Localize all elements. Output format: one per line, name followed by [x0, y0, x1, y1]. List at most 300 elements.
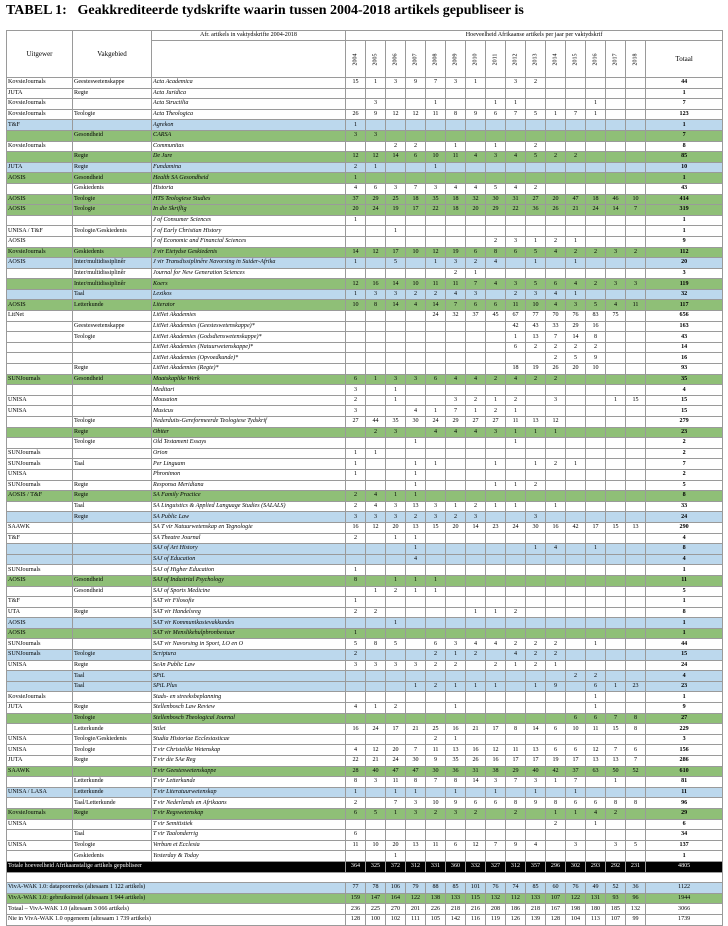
cell-tydskrif: T vir Regswetenskap	[152, 808, 346, 819]
cell-year-count	[366, 830, 386, 841]
footer-year-count: 218	[526, 904, 546, 915]
cell-year-count: 4	[526, 840, 546, 851]
cell-year-count: 23	[626, 681, 646, 692]
cell-year-count	[346, 544, 366, 555]
cell-year-count	[566, 597, 586, 608]
cell-year-count: 3	[366, 99, 386, 110]
cell-year-count: 37	[566, 766, 586, 777]
cell-year-count	[406, 88, 426, 99]
cell-year-count: 3	[386, 427, 406, 438]
cell-totaal: 656	[646, 311, 723, 322]
cell-year-count	[466, 120, 486, 131]
table-number: TABEL 1:	[6, 3, 67, 18]
table-row	[7, 152, 723, 163]
cell-vakgebied	[73, 544, 152, 555]
cell-year-count	[446, 364, 466, 375]
cell-year-count	[586, 395, 606, 406]
cell-year-count	[626, 332, 646, 343]
cell-tydskrif: LitNet Akademies (Natuurwetenskappe)*	[152, 342, 346, 353]
table-body	[7, 78, 723, 873]
cell-year-count: 1	[486, 99, 506, 110]
cell-vakgebied: Gesondheid	[73, 173, 152, 184]
cell-year-count	[506, 353, 526, 364]
cell-year-count	[406, 427, 426, 438]
cell-totaal: 23	[646, 427, 723, 438]
cell-year-count: 4	[546, 300, 566, 311]
cell-vakgebied: Teologie	[73, 194, 152, 205]
cell-year-count: 2	[526, 342, 546, 353]
cell-year-count: 3	[606, 247, 626, 258]
cell-year-count	[586, 777, 606, 788]
cell-year-count: 4	[506, 152, 526, 163]
cell-year-count	[426, 120, 446, 131]
cell-year-count	[546, 268, 566, 279]
cell-year-count: 22	[346, 756, 366, 767]
header-year-label: 2013	[532, 53, 538, 65]
cell-year-count	[566, 607, 586, 618]
cell-vakgebied: Letterkunde	[73, 724, 152, 735]
cell-year-count: 2	[346, 162, 366, 173]
cell-year-count: 19	[526, 364, 546, 375]
cell-year-count	[466, 565, 486, 576]
cell-year-count	[546, 787, 566, 798]
cell-year-count: 1	[546, 501, 566, 512]
cell-year-count	[386, 130, 406, 141]
cell-year-count	[626, 544, 646, 555]
cell-year-count	[526, 607, 546, 618]
cell-year-count	[406, 650, 426, 661]
cell-year-count: 1	[486, 681, 506, 692]
cell-year-count	[486, 703, 506, 714]
cell-tydskrif: Acta Academica	[152, 78, 346, 89]
cell-year-count: 2	[486, 660, 506, 671]
cell-year-count	[606, 342, 626, 353]
cell-year-count: 17	[566, 756, 586, 767]
cell-year-count	[566, 501, 586, 512]
cell-year-count: 11	[506, 300, 526, 311]
cell-year-count	[566, 162, 586, 173]
cell-year-count	[566, 650, 586, 661]
cell-totaal: 15	[646, 406, 723, 417]
cell-year-count	[466, 141, 486, 152]
cell-year-count: 1	[526, 787, 546, 798]
cell-uitgewer	[7, 289, 73, 300]
cell-year-count: 21	[566, 205, 586, 216]
cell-year-count	[586, 597, 606, 608]
cell-year-count: 5	[566, 353, 586, 364]
cell-tydskrif: Fundamina	[152, 162, 346, 173]
header-year	[486, 41, 506, 78]
cell-year-count: 2	[366, 427, 386, 438]
cell-year-count	[586, 162, 606, 173]
cell-uitgewer: AOSIS	[7, 300, 73, 311]
cell-year-count	[446, 713, 466, 724]
cell-year-count: 7	[406, 745, 426, 756]
cell-year-count	[446, 671, 466, 682]
cell-year-count: 4	[466, 183, 486, 194]
cell-year-count	[466, 162, 486, 173]
cell-vakgebied: Gesondheid	[73, 575, 152, 586]
cell-totaal: 24	[646, 512, 723, 523]
table-row	[7, 491, 723, 502]
cell-year-count	[486, 353, 506, 364]
cell-year-count: 14	[426, 300, 446, 311]
cell-year-count	[446, 692, 466, 703]
cell-year-count	[446, 438, 466, 449]
cell-year-count: 4	[406, 406, 426, 417]
table-row	[7, 501, 723, 512]
cell-year-count: 9	[546, 681, 566, 692]
cell-year-count	[426, 544, 446, 555]
cell-year-count: 3	[466, 512, 486, 523]
cell-year-count	[466, 173, 486, 184]
cell-tydskrif: SAT vir Navorsing in Sport, LO en O	[152, 639, 346, 650]
cell-year-count: 2	[546, 152, 566, 163]
cell-year-count: 1	[586, 109, 606, 120]
footer-year-count: 147	[366, 893, 386, 904]
cell-year-count	[506, 851, 526, 862]
cell-year-count	[466, 544, 486, 555]
table-row	[7, 109, 723, 120]
footer-year-count: 49	[586, 883, 606, 894]
cell-year-count	[366, 321, 386, 332]
cell-year-count	[586, 533, 606, 544]
cell-year-count	[586, 469, 606, 480]
table-row	[7, 247, 723, 258]
table-row	[7, 522, 723, 533]
cell-year-count: 12	[426, 247, 446, 258]
cell-uitgewer: AOSIS	[7, 194, 73, 205]
cell-year-count: 9	[466, 109, 486, 120]
cell-year-count: 16	[346, 522, 366, 533]
cell-year-count	[426, 353, 446, 364]
cell-year-count	[426, 469, 446, 480]
cell-year-count: 5	[586, 300, 606, 311]
cell-year-count	[386, 469, 406, 480]
cell-uitgewer: UNISA	[7, 745, 73, 756]
cell-vakgebied: Regte	[73, 607, 152, 618]
cell-vakgebied: Taal	[73, 671, 152, 682]
cell-year-count: 2	[586, 279, 606, 290]
cell-year-count: 20	[386, 745, 406, 756]
cell-year-count	[546, 438, 566, 449]
cell-year-count: 47	[406, 766, 426, 777]
cell-tydskrif: Communitas	[152, 141, 346, 152]
cell-year-count	[626, 130, 646, 141]
cell-year-count: 32	[466, 194, 486, 205]
table-row	[7, 565, 723, 576]
cell-year-count	[586, 830, 606, 841]
cell-year-count	[406, 99, 426, 110]
cell-year-count: 2	[366, 607, 386, 618]
cell-year-count: 35	[446, 756, 466, 767]
cell-year-count	[626, 258, 646, 269]
cell-vakgebied	[73, 565, 152, 576]
total-row	[7, 861, 723, 872]
cell-year-count: 2	[626, 247, 646, 258]
cell-year-count: 1	[366, 703, 386, 714]
cell-year-count: 13	[406, 522, 426, 533]
cell-year-count	[346, 427, 366, 438]
cell-year-count: 2	[466, 258, 486, 269]
cell-vakgebied	[73, 692, 152, 703]
table-row	[7, 671, 723, 682]
table-row	[7, 448, 723, 459]
cell-year-count: 9	[366, 109, 386, 120]
cell-year-count	[426, 851, 446, 862]
cell-year-count: 1	[386, 491, 406, 502]
cell-year-count: 1	[526, 427, 546, 438]
cell-year-count	[566, 586, 586, 597]
cell-year-count	[586, 554, 606, 565]
cell-year-count	[626, 469, 646, 480]
cell-tydskrif: Lexikos	[152, 289, 346, 300]
cell-year-count	[386, 406, 406, 417]
cell-uitgewer	[7, 544, 73, 555]
cell-totaal: 8	[646, 544, 723, 555]
cell-year-count: 33	[546, 321, 566, 332]
header-uitgewer: Uitgewer	[7, 31, 73, 78]
table-row	[7, 734, 723, 745]
cell-year-count	[566, 99, 586, 110]
cell-year-count	[366, 332, 386, 343]
cell-year-count	[606, 215, 626, 226]
cell-year-count	[506, 819, 526, 830]
cell-year-count: 1	[486, 480, 506, 491]
cell-totaal: 4	[646, 671, 723, 682]
cell-totaal: 44	[646, 78, 723, 89]
cell-year-count	[566, 448, 586, 459]
cell-year-count	[586, 851, 606, 862]
cell-totaal: 29	[646, 808, 723, 819]
cell-tydskrif: LitNet Akademies (Godsdienswetenskappe)*	[152, 332, 346, 343]
cell-year-count: 1	[486, 395, 506, 406]
cell-year-count	[546, 692, 566, 703]
cell-year-count	[366, 469, 386, 480]
cell-year-count: 1	[386, 395, 406, 406]
cell-year-count	[626, 374, 646, 385]
table-row	[7, 756, 723, 767]
cell-year-count: 42	[566, 522, 586, 533]
cell-year-count	[586, 417, 606, 428]
cell-year-count: 2	[426, 681, 446, 692]
cell-year-count	[426, 480, 446, 491]
cell-vakgebied: Taal	[73, 459, 152, 470]
cell-year-count: 75	[606, 311, 626, 322]
cell-year-count: 4	[546, 289, 566, 300]
cell-year-count	[626, 650, 646, 661]
header-year-label: 2010	[472, 53, 478, 65]
cell-year-count: 11	[426, 745, 446, 756]
cell-year-count	[566, 226, 586, 237]
cell-year-count: 1	[446, 141, 466, 152]
cell-year-count: 1	[346, 448, 366, 459]
cell-year-count: 3	[346, 406, 366, 417]
cell-year-count: 45	[486, 311, 506, 322]
cell-year-count	[406, 321, 426, 332]
cell-year-count	[406, 448, 426, 459]
cell-year-count	[526, 575, 546, 586]
cell-year-count: 4	[366, 501, 386, 512]
cell-uitgewer: SUNJournals	[7, 459, 73, 470]
cell-year-count: 7	[546, 332, 566, 343]
header-year-label: 2015	[572, 53, 578, 65]
cell-tydskrif: SAT vir Filosofie	[152, 597, 346, 608]
cell-year-count	[386, 544, 406, 555]
cell-year-count	[366, 713, 386, 724]
cell-year-count	[486, 565, 506, 576]
header-year	[566, 41, 586, 78]
cell-year-count	[466, 342, 486, 353]
cell-year-count	[446, 480, 466, 491]
cell-year-count: 1	[526, 459, 546, 470]
cell-year-count: 6	[486, 798, 506, 809]
cell-vakgebied	[73, 522, 152, 533]
footer-year-count: 74	[506, 883, 526, 894]
cell-vakgebied	[73, 819, 152, 830]
cell-year-count: 30	[486, 194, 506, 205]
cell-year-count	[606, 162, 626, 173]
cell-year-count	[466, 332, 486, 343]
cell-year-count: 16	[586, 321, 606, 332]
footer-totaal: 3066	[646, 904, 723, 915]
cell-year-count	[626, 385, 646, 396]
cell-year-count: 3	[346, 660, 366, 671]
cell-year-count	[406, 692, 426, 703]
cell-year-count: 1	[386, 618, 406, 629]
cell-year-count	[406, 607, 426, 618]
cell-uitgewer	[7, 554, 73, 565]
table-row	[7, 417, 723, 428]
cell-year-count	[346, 99, 366, 110]
cell-year-count: 3	[386, 512, 406, 523]
cell-year-count: 5	[526, 109, 546, 120]
cell-year-count: 4	[366, 491, 386, 502]
cell-year-count: 1	[366, 162, 386, 173]
cell-year-count	[386, 364, 406, 375]
cell-year-count	[366, 575, 386, 586]
cell-year-count	[606, 427, 626, 438]
footer-year-count: 167	[546, 904, 566, 915]
cell-year-count: 3	[366, 660, 386, 671]
cell-tydskrif: Stilet	[152, 724, 346, 735]
cell-year-count	[486, 544, 506, 555]
cell-year-count: 10	[566, 724, 586, 735]
cell-year-count	[606, 332, 626, 343]
cell-year-count: 3	[386, 374, 406, 385]
cell-year-count: 30	[406, 756, 426, 767]
cell-year-count	[466, 713, 486, 724]
cell-year-count: 27	[346, 417, 366, 428]
cell-vakgebied: Geesteswetenskappe	[73, 78, 152, 89]
cell-year-count: 67	[506, 311, 526, 322]
cell-year-count: 2	[546, 353, 566, 364]
cell-year-count: 1	[566, 787, 586, 798]
cell-year-count	[426, 597, 446, 608]
cell-year-count: 8	[406, 777, 426, 788]
cell-year-count	[526, 469, 546, 480]
cell-totaal: 9	[646, 703, 723, 714]
cell-totaal: 2	[646, 448, 723, 459]
cell-totaal: 1	[646, 173, 723, 184]
cell-year-count	[466, 385, 486, 396]
cell-year-count	[366, 353, 386, 364]
table-row	[7, 205, 723, 216]
cell-year-count	[386, 681, 406, 692]
cell-year-count	[546, 183, 566, 194]
cell-vakgebied: Taal	[73, 830, 152, 841]
cell-year-count: 29	[506, 766, 526, 777]
cell-year-count: 3	[446, 808, 466, 819]
cell-year-count	[626, 173, 646, 184]
cell-year-count: 6	[426, 374, 446, 385]
cell-year-count	[626, 777, 646, 788]
cell-year-count	[526, 565, 546, 576]
cell-year-count: 2	[466, 501, 486, 512]
cell-year-count: 13	[406, 840, 426, 851]
cell-year-count	[626, 459, 646, 470]
cell-year-count	[366, 173, 386, 184]
cell-year-count: 2	[506, 639, 526, 650]
cell-tydskrif: LitNet Akademies	[152, 311, 346, 322]
cell-year-count	[386, 565, 406, 576]
cell-year-count: 14	[466, 522, 486, 533]
cell-totaal: 33	[646, 501, 723, 512]
cell-year-count	[566, 830, 586, 841]
cell-uitgewer	[7, 332, 73, 343]
cell-year-count: 6	[406, 152, 426, 163]
cell-year-count	[426, 554, 446, 565]
cell-uitgewer	[7, 130, 73, 141]
cell-year-count: 28	[346, 766, 366, 777]
cell-year-count	[566, 491, 586, 502]
cell-year-count: 4	[486, 279, 506, 290]
cell-year-count	[406, 671, 426, 682]
cell-year-count: 12	[546, 417, 566, 428]
cell-year-count: 6	[366, 183, 386, 194]
cell-totaal: 7	[646, 459, 723, 470]
cell-year-count	[386, 162, 406, 173]
cell-year-count: 17	[586, 522, 606, 533]
cell-year-count	[506, 713, 526, 724]
cell-totaal: 15	[646, 650, 723, 661]
cell-year-count	[486, 851, 506, 862]
footer-year-count: 185	[606, 904, 626, 915]
cell-year-count: 1	[506, 332, 526, 343]
cell-year-count	[546, 512, 566, 523]
cell-year-count	[346, 671, 366, 682]
cell-year-count	[466, 692, 486, 703]
cell-year-count: 10	[426, 798, 446, 809]
header-year-label: 2012	[512, 53, 518, 65]
cell-year-count	[586, 406, 606, 417]
table-row	[7, 395, 723, 406]
cell-year-count: 11	[506, 745, 526, 756]
cell-totaal: 20	[646, 258, 723, 269]
cell-year-count	[586, 512, 606, 523]
cell-year-count	[386, 830, 406, 841]
cell-year-count: 1	[406, 533, 426, 544]
cell-totaal: 156	[646, 745, 723, 756]
cell-totaal: 35	[646, 374, 723, 385]
cell-year-count	[406, 639, 426, 650]
cell-year-count: 4	[446, 427, 466, 438]
cell-tydskrif: T vir Taalonderrig	[152, 830, 346, 841]
footer-year-count: 99	[626, 914, 646, 925]
cell-year-count: 40	[526, 766, 546, 777]
cell-year-count	[586, 438, 606, 449]
cell-year-count: 1	[506, 480, 526, 491]
